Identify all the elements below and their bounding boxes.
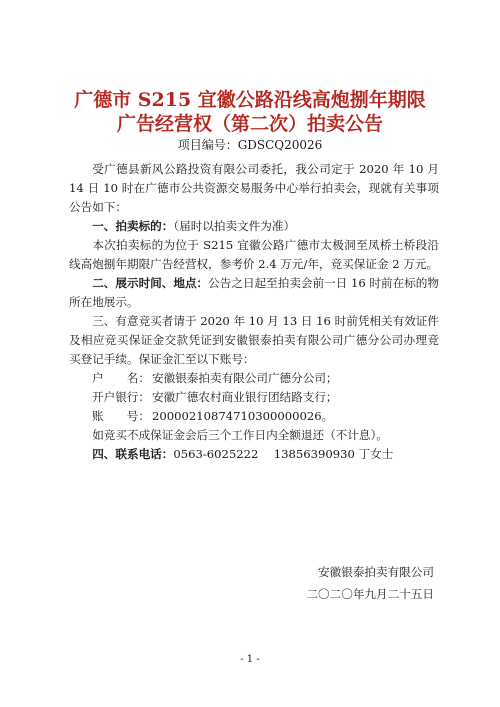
- section-1-paragraph: 本次拍卖标的为位于 S215 宜徽公路广德市太极洞至凤桥土桥段沿线高炮捌年期限广告经营权，参考价 2.4 万元/年，竞买保证金 2 万元。: [69, 238, 439, 271]
- section-2-paragraph: [69, 274, 439, 312]
- bank-value: 安徽广德农村商业银行团结路支行；: [152, 390, 338, 404]
- account-name-value: 安徽银泰拍卖有限公司广德分公司；: [152, 371, 338, 385]
- section-4-heading: 四、联系电话：: [92, 447, 174, 461]
- contact-phone: 0563-6025222 13856390930 丁女士: [173, 447, 394, 461]
- project-number: 项目编号：GDSCQ20026: [177, 138, 323, 152]
- document-title-line2: 广告经营权（第二次）拍卖公告: [116, 113, 383, 135]
- intro-paragraph: 受广德县新风公路投资有限公司委托，我公司定于 2020 年 10 月 14 日 10 时在广德市公共资源交易服务中心举行拍卖会，现就有关事项公告如下：: [69, 162, 439, 214]
- account-name-label: 户 名：: [92, 371, 150, 385]
- signature-company: 安徽银泰拍卖有限公司: [318, 565, 434, 579]
- section-1-note: （届时以拍卖文件为准）: [173, 219, 296, 233]
- account-number-value: 20000210874710300000026。: [152, 409, 334, 423]
- bank-label: 开户银行：: [92, 390, 150, 404]
- signature-date: 二〇二〇年九月二十五日: [306, 587, 434, 601]
- section-1-heading-line: [69, 217, 439, 236]
- account-number-line: [69, 407, 439, 426]
- section-1-heading: 一、拍卖标的：: [92, 219, 174, 233]
- section-2-text: 公告之日起至拍卖会前一日 16 时前在标的物所在地展示。: [69, 276, 439, 309]
- section-4-paragraph: [69, 445, 439, 464]
- account-name-line: [69, 369, 439, 388]
- bank-line: [69, 388, 439, 407]
- document-title-line1: 广德市 S215 宜徽公路沿线高炮捌年期限: [74, 89, 426, 111]
- refund-paragraph: 如竞买不成保证金会后三个工作日内全额退还（不计息）。: [92, 428, 388, 442]
- section-2-heading: 二、展示时间、地点：: [92, 276, 209, 290]
- section-3-paragraph: 三、有意竞买者请于 2020 年 10 月 13 日 16 时前凭相关有效证件及相应竞买保证金交款凭证到安徽银泰拍卖有限公司广德分公司办理竞买登记手续。保证金汇至以下账号：: [69, 314, 439, 366]
- account-number-label: 账 号：: [92, 409, 150, 423]
- page-number: - 1 -: [240, 654, 260, 665]
- announcement-body: [69, 160, 439, 464]
